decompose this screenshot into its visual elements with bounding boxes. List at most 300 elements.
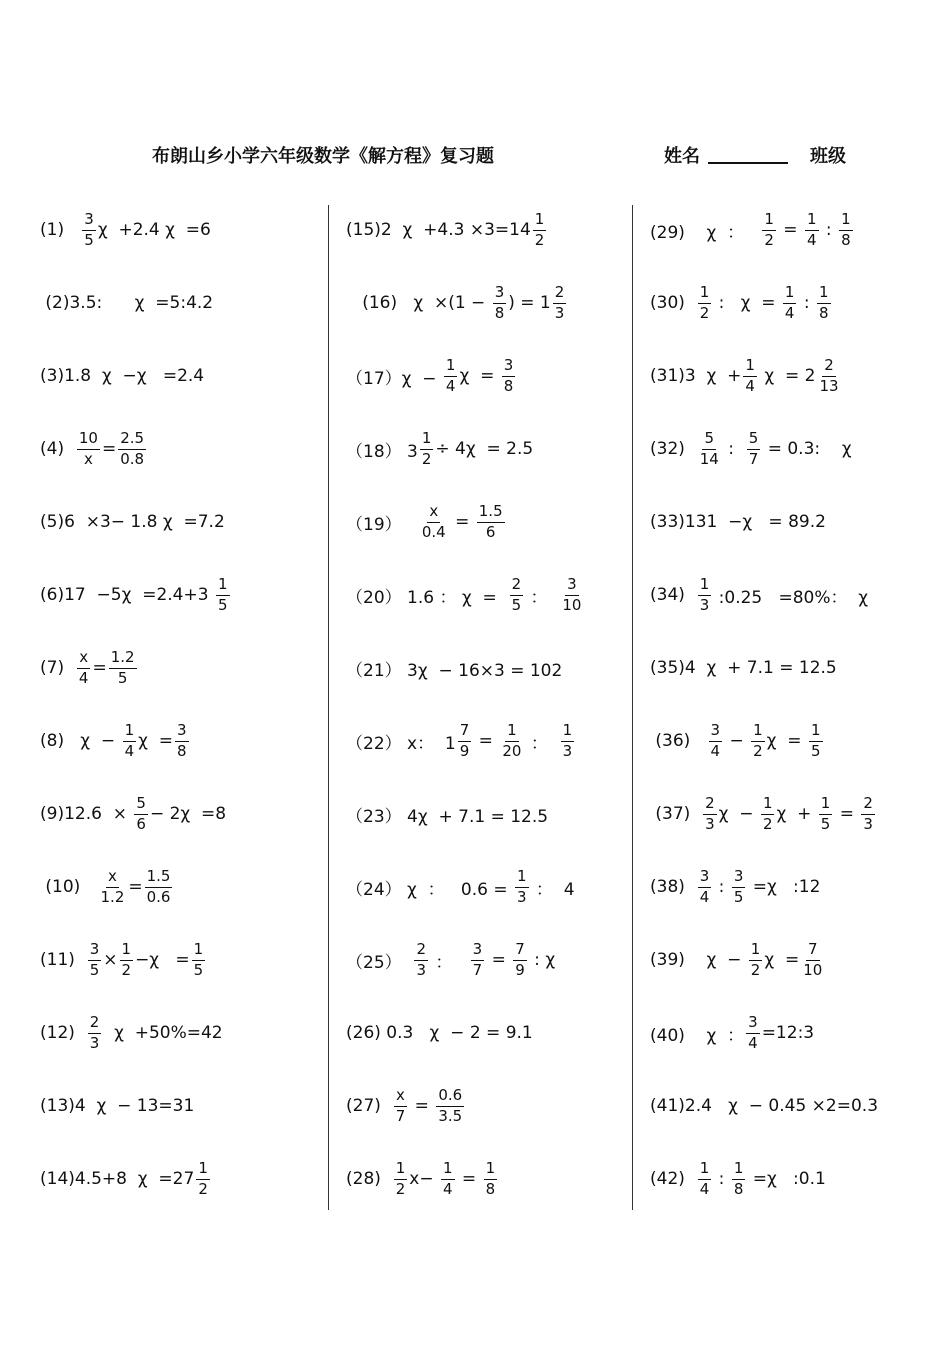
equation-text: ) = 1: [508, 293, 551, 313]
equation-text: =: [777, 220, 803, 240]
fraction-denominator: 4: [710, 741, 721, 760]
problem-item: [346, 565, 585, 625]
equation-text: = 0.3: χ: [762, 439, 852, 459]
fraction-numerator: 1: [743, 358, 757, 377]
equation-text: (34): [650, 585, 696, 605]
problem-item: [40, 565, 232, 625]
fraction-numerator: 1: [805, 212, 819, 231]
equation-text: (6)17 −5χ =2.4+3: [40, 585, 214, 605]
problem-item: [346, 1003, 533, 1063]
fraction-numerator: 1: [505, 723, 519, 742]
fraction-denominator: 10: [803, 960, 823, 979]
fraction-numerator: 2: [822, 358, 836, 377]
fraction-denominator: 2: [121, 960, 132, 979]
equation-text: (13)4 χ − 13=31: [40, 1096, 195, 1116]
fraction-numerator: 1: [216, 577, 230, 596]
fraction-denominator: 5: [733, 887, 744, 906]
fraction-denominator: 9: [515, 960, 525, 979]
fraction: [394, 1085, 408, 1125]
fraction-denominator: 3.5: [438, 1106, 463, 1125]
fraction-numerator: 3: [82, 212, 96, 231]
fraction-numerator: 2: [553, 285, 567, 304]
fraction-numerator: 1: [420, 431, 434, 450]
fraction-numerator: 1.5: [477, 504, 505, 523]
fraction-denominator: 2: [699, 303, 710, 322]
equation-text: =: [409, 1096, 435, 1116]
fraction-numerator: 1: [394, 1161, 408, 1180]
name-label: 姓名: [664, 146, 700, 167]
fraction-numerator: 3: [471, 942, 485, 961]
fraction-denominator: 9: [459, 741, 470, 760]
fraction-denominator: 4: [442, 1179, 453, 1198]
problem-item: [650, 1003, 814, 1063]
equation-text: (32): [650, 439, 696, 459]
fraction-denominator: 5: [193, 960, 204, 979]
fraction-numerator: 1: [749, 942, 763, 961]
problem-item: [346, 857, 575, 917]
equation-text: (40) χ ：: [650, 1025, 745, 1046]
fraction-denominator: 5: [117, 668, 128, 687]
equation-text: (7): [40, 658, 75, 678]
problem-item: [40, 857, 174, 917]
equation-text: =: [473, 731, 499, 751]
problem-item: [650, 638, 837, 698]
name-blank-line: [708, 162, 788, 164]
problem-item: [346, 784, 548, 844]
fraction: [839, 209, 853, 249]
equation-text: (16) χ ×(1 −: [346, 293, 491, 313]
equation-text: (5)6 ×3− 1.8 χ =7.2: [40, 512, 225, 532]
fraction-denominator: 7: [395, 1106, 406, 1125]
fraction: [746, 1012, 760, 1052]
fraction: [441, 1158, 455, 1198]
page-title: 布朗山乡小学六年级数学《解方程》复习题: [152, 146, 494, 167]
fraction-numerator: 3: [709, 723, 723, 742]
problem-item: [650, 857, 820, 917]
class-label: 班级: [810, 146, 846, 167]
fraction-numerator: 2: [510, 577, 524, 596]
fraction: [801, 939, 824, 979]
problem-item: [40, 1003, 223, 1063]
problem-item: [650, 784, 877, 844]
equation-text: (41)2.4 χ − 0.45 ×2=0.3: [650, 1096, 879, 1116]
equation-text: (29) χ ：: [650, 222, 761, 243]
equation-text: :: [798, 293, 815, 313]
equation-text: (2)3.5: χ =5:4.2: [40, 293, 214, 313]
fraction: [819, 793, 833, 833]
problem-item: [346, 1076, 466, 1136]
problem-item: [650, 492, 826, 552]
fraction-denominator: x: [83, 449, 93, 468]
problem-item: [40, 784, 226, 844]
fraction-denominator: 2: [750, 960, 761, 979]
fraction-denominator: 8: [485, 1179, 496, 1198]
fraction: [698, 1158, 712, 1198]
equation-text: χ +: [776, 804, 817, 824]
problem-item: [650, 1149, 826, 1209]
equation-text: − 2χ =8: [149, 804, 227, 824]
equation-text: (1): [40, 220, 81, 240]
equation-text: (33)131 −χ = 89.2: [650, 512, 826, 532]
equation-text: ：: [430, 952, 469, 973]
equation-text: (11): [40, 950, 86, 970]
fraction-numerator: 1.5: [145, 869, 173, 888]
fraction-denominator: 2: [753, 741, 763, 760]
problem-item: [40, 346, 204, 406]
equation-text: (38): [650, 877, 696, 897]
fraction-numerator: 1: [484, 1161, 498, 1180]
equation-text: =: [486, 950, 512, 970]
fraction-numerator: 3: [493, 285, 507, 304]
fraction-numerator: x: [106, 869, 119, 888]
equation-text: −: [724, 731, 750, 751]
equation-text: ：: [525, 587, 559, 608]
fraction-denominator: 0.8: [120, 449, 145, 468]
fraction: [500, 720, 523, 760]
equation-text: (35)4 χ + 7.1 = 12.5: [650, 658, 837, 678]
problem-item: [40, 492, 225, 552]
equation-text: =: [92, 658, 107, 678]
equation-text: (31)3 χ +: [650, 366, 742, 386]
column-divider-2: [632, 205, 633, 1210]
fraction: [175, 720, 189, 760]
equation-text: ： 4: [530, 879, 575, 900]
fraction: [77, 428, 100, 468]
fraction-numerator: 2: [861, 796, 875, 815]
fraction-numerator: 7: [458, 723, 472, 742]
fraction: [118, 428, 146, 468]
equation-text: :: [820, 220, 838, 240]
fraction-numerator: 1: [698, 285, 712, 304]
equation-text: =χ :0.1: [747, 1169, 826, 1189]
equation-text: (27): [346, 1096, 392, 1116]
equation-text: χ −: [718, 804, 759, 824]
fraction-numerator: 1: [732, 1161, 746, 1180]
fraction-denominator: 5: [820, 814, 831, 833]
fraction-denominator: 4: [745, 376, 755, 395]
fraction-denominator: 3: [554, 303, 565, 322]
fraction-denominator: 6: [485, 522, 496, 541]
problem-item: [40, 200, 211, 260]
fraction-numerator: 1: [839, 212, 853, 231]
equation-text: (8) χ −: [40, 731, 121, 751]
equation-text: （23） 4χ + 7.1 = 12.5: [346, 806, 549, 827]
problem-item: [650, 273, 833, 333]
fraction-numerator: 1: [761, 796, 775, 815]
equation-text: : χ: [528, 950, 556, 970]
fraction-numerator: 1: [444, 358, 458, 377]
fraction: [732, 866, 746, 906]
fraction-denominator: 0.6: [146, 887, 171, 906]
fraction: [749, 939, 763, 979]
fraction-numerator: x: [77, 650, 90, 669]
fraction: [477, 501, 505, 541]
fraction: [533, 209, 547, 249]
fraction-denominator: 7: [472, 960, 483, 979]
fraction: [82, 209, 96, 249]
fraction-numerator: 1: [441, 1161, 455, 1180]
fraction: [502, 355, 516, 395]
fraction: [192, 939, 206, 979]
fraction-denominator: 8: [503, 376, 514, 395]
fraction: [698, 282, 712, 322]
fraction-numerator: 3: [746, 1015, 760, 1034]
fraction: [817, 355, 840, 395]
fraction-denominator: 5: [217, 595, 228, 614]
fraction: [698, 428, 721, 468]
fraction: [698, 574, 712, 614]
fraction-numerator: 1: [783, 285, 797, 304]
fraction: [732, 1158, 746, 1198]
fraction-denominator: 4: [699, 1179, 710, 1198]
problem-item: [40, 711, 191, 771]
fraction: [88, 1012, 102, 1052]
fraction-numerator: 1: [762, 212, 776, 231]
fraction: [216, 574, 230, 614]
equation-text: (4): [40, 439, 75, 459]
equation-text: (26) 0.3 χ − 2 = 9.1: [346, 1023, 533, 1043]
fraction-numerator: 1: [698, 1161, 712, 1180]
equation-text: (36): [650, 731, 707, 751]
fraction: [458, 720, 472, 760]
fraction-denominator: 4: [78, 668, 89, 687]
problem-item: [346, 200, 548, 260]
fraction-denominator: 4: [748, 1033, 758, 1052]
fraction: [88, 939, 102, 979]
fraction: [493, 282, 507, 322]
equation-text: =: [456, 1169, 482, 1189]
equation-text: :: [722, 439, 745, 459]
fraction-denominator: 10: [562, 595, 582, 614]
fraction-numerator: 3: [175, 723, 189, 742]
fraction: [414, 939, 428, 979]
fraction-numerator: 1.2: [109, 650, 137, 669]
equation-text: (42): [650, 1169, 696, 1189]
fraction-numerator: 1: [120, 942, 134, 961]
fraction: [420, 501, 448, 541]
fraction-denominator: 8: [177, 741, 187, 760]
fraction: [761, 793, 775, 833]
fraction-numerator: 3: [732, 869, 746, 888]
fraction: [109, 647, 137, 687]
fraction-numerator: 1: [809, 723, 823, 742]
fraction-denominator: 5: [511, 595, 522, 614]
problem-item: [346, 1149, 499, 1209]
problem-item: [650, 930, 826, 990]
equation-text: (28): [346, 1169, 392, 1189]
fraction: [145, 866, 173, 906]
fraction-denominator: 8: [818, 303, 829, 322]
fraction-denominator: 7: [748, 449, 759, 468]
fraction: [444, 355, 458, 395]
problem-item: [650, 711, 825, 771]
fraction-numerator: 1: [698, 577, 712, 596]
fraction-numerator: 1: [192, 942, 206, 961]
fraction-denominator: 20: [502, 741, 522, 760]
equation-text: ×: [103, 950, 118, 970]
fraction: [698, 866, 712, 906]
column-divider-1: [328, 205, 329, 1210]
fraction-numerator: 3: [88, 942, 102, 961]
equation-text: χ = 2: [758, 366, 816, 386]
equation-text: （19）: [346, 514, 418, 535]
fraction: [703, 793, 717, 833]
problem-item: [346, 638, 562, 698]
fraction-denominator: 2: [762, 814, 773, 833]
equation-text: (30): [650, 293, 696, 313]
fraction: [743, 355, 757, 395]
fraction-numerator: 2: [88, 1015, 102, 1034]
problem-item: [40, 638, 139, 698]
fraction-denominator: 4: [806, 230, 817, 249]
equation-text: (15)2 χ +4.3 ×3=14: [346, 220, 531, 240]
fraction: [196, 1158, 210, 1198]
fraction-denominator: 4: [124, 741, 135, 760]
fraction-denominator: 3: [705, 814, 715, 833]
fraction: [747, 428, 761, 468]
fraction-numerator: 1: [515, 869, 529, 888]
equation-text: ：: [525, 733, 559, 754]
problem-item: [346, 492, 507, 552]
equation-text: （18） 3: [346, 441, 418, 462]
fraction-numerator: 2.5: [118, 431, 146, 450]
fraction-numerator: 10: [77, 431, 100, 450]
fraction: [510, 574, 524, 614]
fraction: [762, 209, 776, 249]
fraction-denominator: 8: [733, 1179, 744, 1198]
fraction-denominator: 14: [699, 449, 719, 468]
problem-item: [346, 346, 517, 406]
fraction: [394, 1158, 408, 1198]
fraction-denominator: 4: [445, 376, 456, 395]
fraction: [420, 428, 434, 468]
equation-text: （20） 1.6 ： χ =: [346, 587, 508, 608]
fraction-numerator: 1: [751, 723, 765, 742]
problem-item: [650, 419, 852, 479]
fraction-denominator: 3: [863, 814, 873, 833]
fraction-denominator: 3: [699, 595, 710, 614]
equation-text: =12:3: [761, 1023, 815, 1043]
equation-text: χ =: [459, 366, 500, 386]
fraction-denominator: 2: [198, 1179, 208, 1198]
fraction: [436, 1085, 464, 1125]
fraction-denominator: 1.2: [100, 887, 125, 906]
equation-text: （17）χ −: [346, 368, 442, 389]
fraction: [783, 282, 797, 322]
equation-text: χ +2.4 χ =6: [97, 220, 211, 240]
fraction-numerator: 1: [819, 796, 833, 815]
fraction: [513, 939, 527, 979]
fraction-numerator: 3: [502, 358, 516, 377]
equation-text: x−: [409, 1169, 439, 1189]
fraction-denominator: 2: [421, 449, 432, 468]
fraction: [120, 939, 134, 979]
fraction-numerator: 1: [817, 285, 831, 304]
fraction-numerator: 1: [196, 1161, 210, 1180]
fraction-denominator: 6: [136, 814, 146, 833]
equation-text: χ =: [138, 731, 173, 751]
fraction-numerator: 2: [703, 796, 717, 815]
equation-text: ÷ 4χ = 2.5: [435, 439, 534, 459]
fraction: [471, 939, 485, 979]
equation-text: (9)12.6 ×: [40, 804, 133, 824]
equation-text: （24） χ ： 0.6 =: [346, 879, 513, 900]
fraction-denominator: 4: [699, 887, 710, 906]
equation-text: （22） x： 1: [346, 733, 456, 754]
fraction: [515, 866, 529, 906]
fraction-numerator: x: [427, 504, 440, 523]
fraction-denominator: 4: [784, 303, 795, 322]
fraction-denominator: 3: [89, 1033, 100, 1052]
fraction: [134, 793, 148, 833]
equation-text: =: [834, 804, 860, 824]
fraction-numerator: 5: [134, 796, 148, 815]
fraction-numerator: 3: [565, 577, 579, 596]
equation-text: −χ =: [135, 950, 190, 970]
fraction: [817, 282, 831, 322]
fraction: [553, 282, 567, 322]
fraction-denominator: 0.4: [421, 522, 446, 541]
problem-item: [40, 419, 148, 479]
fraction: [861, 793, 875, 833]
fraction-denominator: 3: [516, 887, 527, 906]
fraction-numerator: x: [394, 1088, 407, 1107]
equation-text: =χ :12: [747, 877, 821, 897]
fraction: [560, 574, 583, 614]
fraction: [561, 720, 575, 760]
fraction-denominator: 8: [841, 230, 851, 249]
fraction-denominator: 2: [395, 1179, 406, 1198]
fraction-numerator: 5: [702, 431, 716, 450]
fraction-numerator: 2: [414, 942, 428, 961]
problem-item: [346, 711, 576, 771]
fraction-numerator: 0.6: [436, 1088, 464, 1107]
equation-text: (3)1.8 χ −χ =2.4: [40, 366, 205, 386]
fraction-numerator: 1: [123, 723, 137, 742]
fraction-numerator: 1: [533, 212, 547, 231]
fraction-denominator: 8: [494, 303, 505, 322]
fraction-denominator: 5: [89, 960, 100, 979]
fraction-denominator: 2: [534, 230, 545, 249]
fraction-denominator: 2: [764, 230, 774, 249]
problem-item: [650, 1076, 878, 1136]
fraction-numerator: 7: [806, 942, 820, 961]
problem-item: [40, 273, 213, 333]
fraction-denominator: 5: [810, 741, 821, 760]
problem-item: [40, 1149, 212, 1209]
problem-item: [650, 200, 855, 260]
equation-text: =: [128, 877, 143, 897]
fraction-numerator: 7: [513, 942, 527, 961]
fraction-denominator: 3: [562, 741, 573, 760]
fraction: [809, 720, 823, 760]
equation-text: （25）: [346, 952, 413, 973]
equation-text: (12): [40, 1023, 86, 1043]
problem-item: [346, 419, 533, 479]
fraction-denominator: 3: [416, 960, 426, 979]
equation-text: (14)4.5+8 χ =27: [40, 1169, 195, 1189]
equation-text: =: [449, 512, 475, 532]
fraction: [123, 720, 137, 760]
fraction: [751, 720, 765, 760]
fraction-numerator: 1: [561, 723, 575, 742]
equation-text: (37): [650, 804, 702, 824]
fraction: [484, 1158, 498, 1198]
equation-text: （21） 3χ − 16×3 = 102: [346, 660, 563, 681]
fraction: [805, 209, 819, 249]
fraction: [99, 866, 127, 906]
fraction-denominator: 13: [819, 376, 839, 395]
